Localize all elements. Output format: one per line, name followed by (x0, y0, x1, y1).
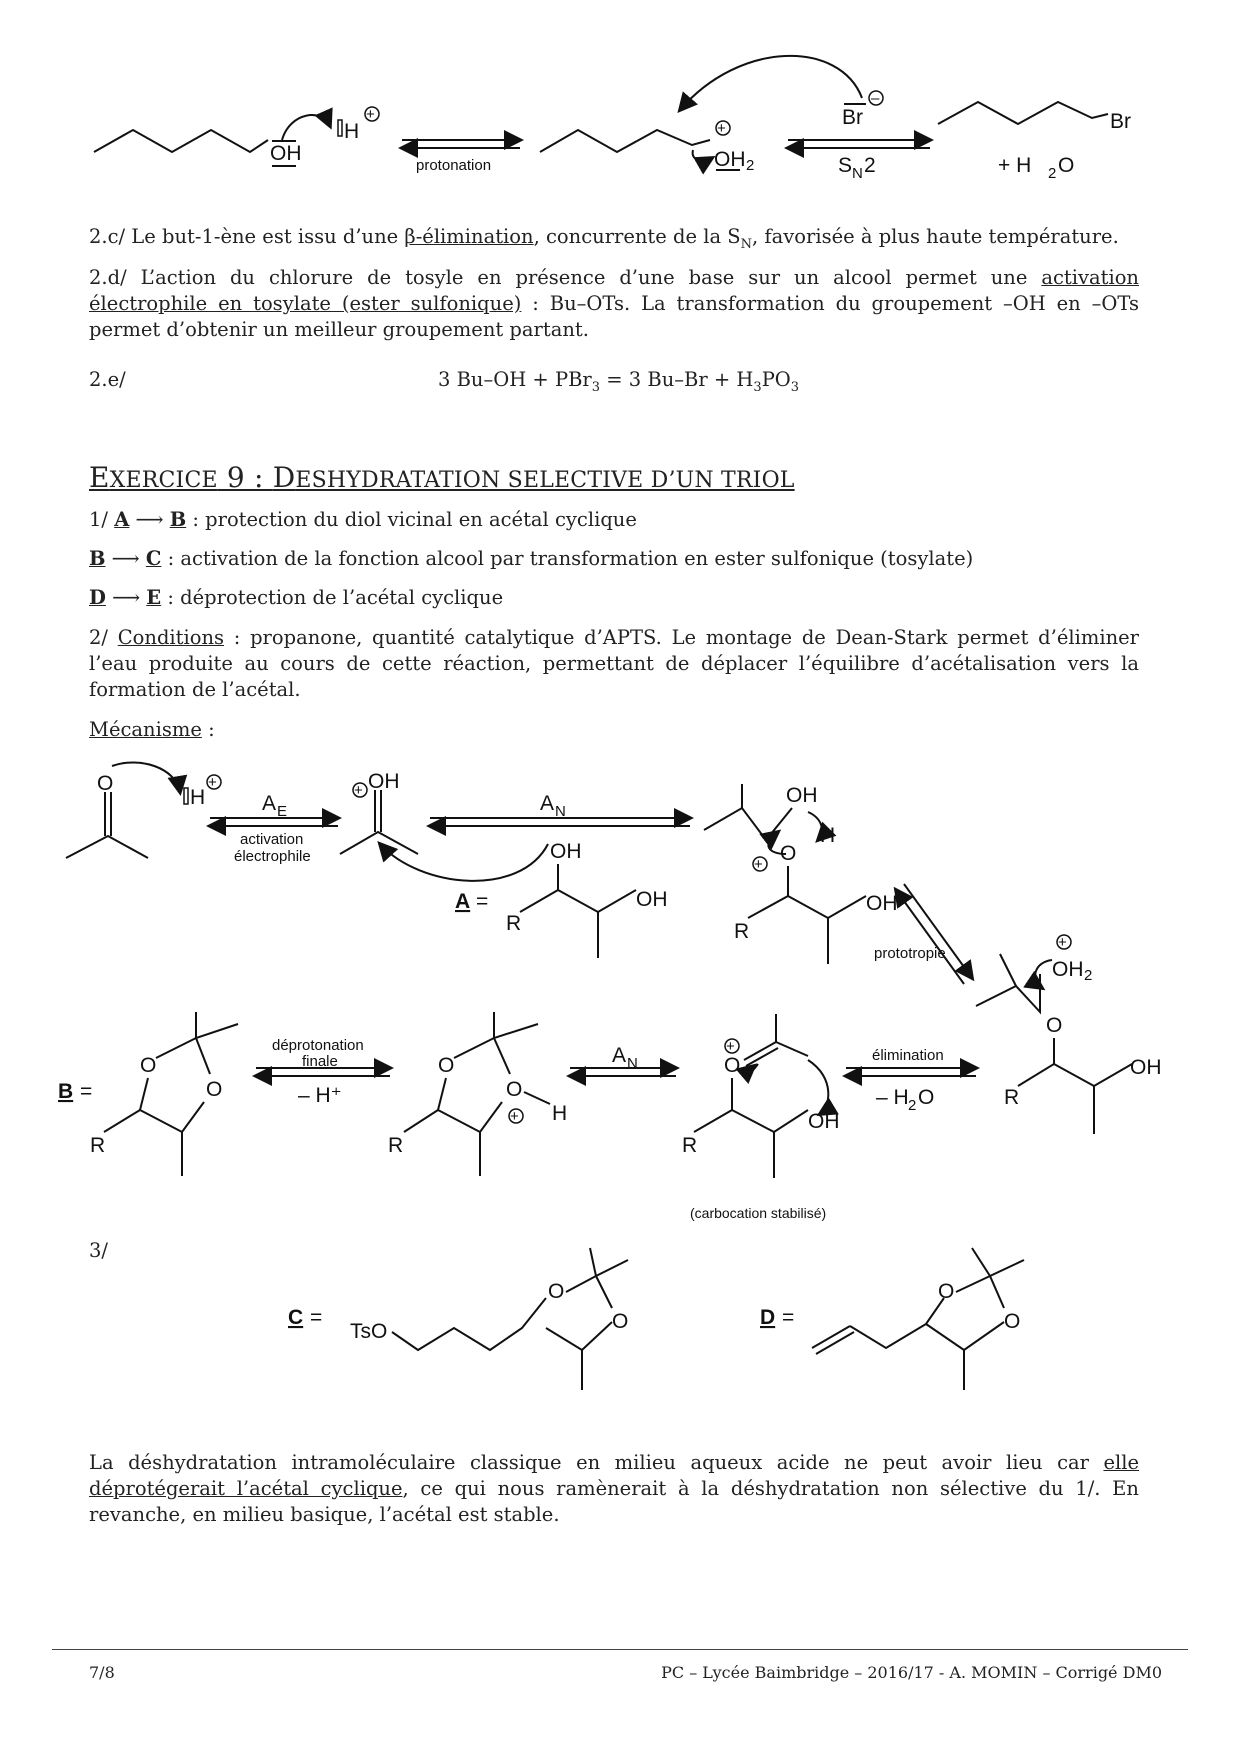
svg-text:=: = (310, 1306, 323, 1329)
svg-text:R: R (506, 912, 522, 935)
svg-text:2: 2 (1048, 165, 1057, 182)
mecanisme-label: Mécanisme : (89, 718, 215, 741)
oh2-label: OH (714, 148, 746, 171)
svg-text:prototropie: prototropie (874, 945, 946, 962)
exercise-9-heading: EXERCICE 9 : DESHYDRATATION SELECTIVE D’UN TRIOL (89, 461, 795, 494)
svg-text:O: O (780, 842, 797, 865)
svg-text:O: O (97, 772, 114, 795)
svg-text:O: O (548, 1280, 565, 1303)
svg-text:+: + (510, 1108, 519, 1125)
svg-text:N: N (627, 1055, 638, 1072)
item-d-to-e: D ⟶ E : déprotection de l’acétal cyclique (89, 586, 504, 609)
water-label: + H (998, 154, 1032, 177)
protonated-chain (540, 130, 710, 152)
answer-2e-equation: 3 Bu–OH + PBr$_3$ = 3 $Bu-Br + H_3PO_3$ (438, 368, 800, 395)
svg-text:C: C (288, 1306, 304, 1329)
svg-text:A: A (612, 1044, 627, 1067)
svg-text:H: H (552, 1102, 568, 1125)
svg-text:A: A (540, 792, 555, 815)
svg-text:R: R (682, 1134, 698, 1157)
svg-text:=: = (80, 1080, 93, 1103)
svg-text:OH: OH (1130, 1056, 1162, 1079)
svg-text:R: R (734, 920, 750, 943)
svg-text:O: O (1058, 154, 1075, 177)
svg-text:O: O (1046, 1014, 1063, 1037)
svg-text:OH: OH (808, 1110, 840, 1133)
svg-text:O: O (438, 1054, 455, 1077)
svg-text:N: N (555, 803, 566, 820)
svg-text:– H⁺: – H⁺ (298, 1084, 342, 1107)
svg-text:OH: OH (550, 840, 582, 863)
svg-text:OH: OH (368, 770, 400, 793)
svg-text:2: 2 (864, 154, 876, 177)
svg-text:+: + (717, 120, 726, 137)
svg-text:A: A (455, 890, 471, 913)
svg-text:B: B (58, 1080, 74, 1103)
protonation-label: protonation (416, 157, 492, 174)
svg-text:N: N (852, 165, 863, 182)
svg-text:élimination: élimination (872, 1047, 944, 1064)
svg-text:+: + (208, 774, 217, 791)
svg-text:finale: finale (302, 1053, 338, 1070)
svg-text:O: O (724, 1054, 741, 1077)
oh-label: OH (270, 142, 302, 165)
svg-text:+: + (354, 782, 363, 799)
svg-text:(carbocation stabilisé): (carbocation stabilisé) (690, 1205, 827, 1221)
svg-text:+: + (726, 1038, 735, 1055)
br-label: Br (1110, 110, 1131, 133)
svg-text:OH: OH (1052, 958, 1084, 981)
svg-text:– H: – H (876, 1086, 909, 1109)
footer-rule (52, 1649, 1188, 1650)
svg-text:OH: OH (636, 888, 668, 911)
footer-credits: PC – Lycée Baimbridge – 2016/17 - A. MOMIN – Corrigé DM0 (661, 1663, 1162, 1682)
svg-text:A: A (262, 792, 277, 815)
svg-text:2: 2 (1084, 967, 1093, 984)
conclusion-paragraph: La déshydratation intramoléculaire classique en milieu aqueux acide ne peut avoir lieu car elle déprotégerait l’acétal cyclique, ce qui nous ramènerait à la déshydratation non sélective du 1/. En revanche, en milieu basique, l’acétal est stable. (89, 1451, 1139, 1526)
svg-text:=: = (476, 890, 489, 913)
svg-text:électrophile: électrophile (234, 848, 311, 865)
svg-text:OH: OH (866, 892, 898, 915)
svg-text:O: O (206, 1078, 223, 1101)
svg-text:O: O (612, 1310, 629, 1333)
svg-text:R: R (1004, 1086, 1020, 1109)
answer-2c: 2.c/ Le but-1-ène est issu d’une β-élimination, concurrente de la $S_N$, favorisée à plus haute température. (89, 225, 1119, 252)
svg-text:OH: OH (786, 784, 818, 807)
answer-2-conditions: 2/ Conditions : propanone, quantité catalytique d’APTS. Le montage de Dean-Stark permet d’éliminer l’eau produite au cours de cette réaction, permettant de déplacer l’équilibre d’acétalisation vers la formation de l’acétal. (89, 626, 1139, 701)
svg-text:O: O (506, 1078, 523, 1101)
item-a-to-b: 1/ A ⟶ B : protection du diol vicinal en acétal cyclique (89, 508, 637, 531)
sn2-mechanism-diagram (0, 0, 1240, 200)
svg-text:+: + (366, 106, 375, 123)
svg-text:déprotonation: déprotonation (272, 1037, 364, 1054)
svg-text:O: O (938, 1280, 955, 1303)
answer-2e-label: 2.e/ (89, 368, 126, 391)
page-number: 7/8 (89, 1663, 115, 1682)
svg-text:D: D (760, 1306, 776, 1329)
sn2-label: S (838, 154, 853, 177)
svg-text:R: R (388, 1134, 404, 1157)
bromobutane-chain (938, 102, 1108, 124)
svg-text:R: R (90, 1134, 106, 1157)
item-b-to-c: B ⟶ C : activation de la fonction alcool par transformation en ester sulfonique (tosylate) (89, 547, 974, 570)
svg-text:H: H (190, 786, 206, 809)
structures-c-d (0, 1240, 1240, 1420)
svg-text:2: 2 (908, 1097, 917, 1114)
svg-text:–: – (871, 90, 880, 107)
h-plus-label: H (344, 120, 360, 143)
svg-text:O: O (140, 1054, 157, 1077)
svg-text:activation: activation (240, 831, 304, 848)
butanol-chain (94, 130, 268, 152)
answer-3-label: 3/ (89, 1239, 108, 1262)
svg-text:+: + (1058, 934, 1067, 951)
svg-text:O: O (1004, 1310, 1021, 1333)
svg-text:TsO: TsO (350, 1320, 388, 1343)
svg-text:2: 2 (746, 157, 755, 174)
svg-text:H: H (820, 824, 836, 847)
svg-text:+: + (754, 856, 763, 873)
svg-text:O: O (918, 1086, 935, 1109)
bromide-label: Br (842, 106, 863, 129)
acetalisation-mechanism-diagram (0, 748, 1240, 1221)
svg-text:=: = (782, 1306, 795, 1329)
svg-text:E: E (277, 803, 288, 820)
answer-2d: 2.d/ L’action du chlorure de tosyle en présence d’une base sur un alcool permet une activation électrophile en tosylate (ester sulfonique) : Bu–OTs. La transformation du groupement –OH en –OTs permet d’obtenir un meilleur groupement partant. (89, 266, 1139, 341)
